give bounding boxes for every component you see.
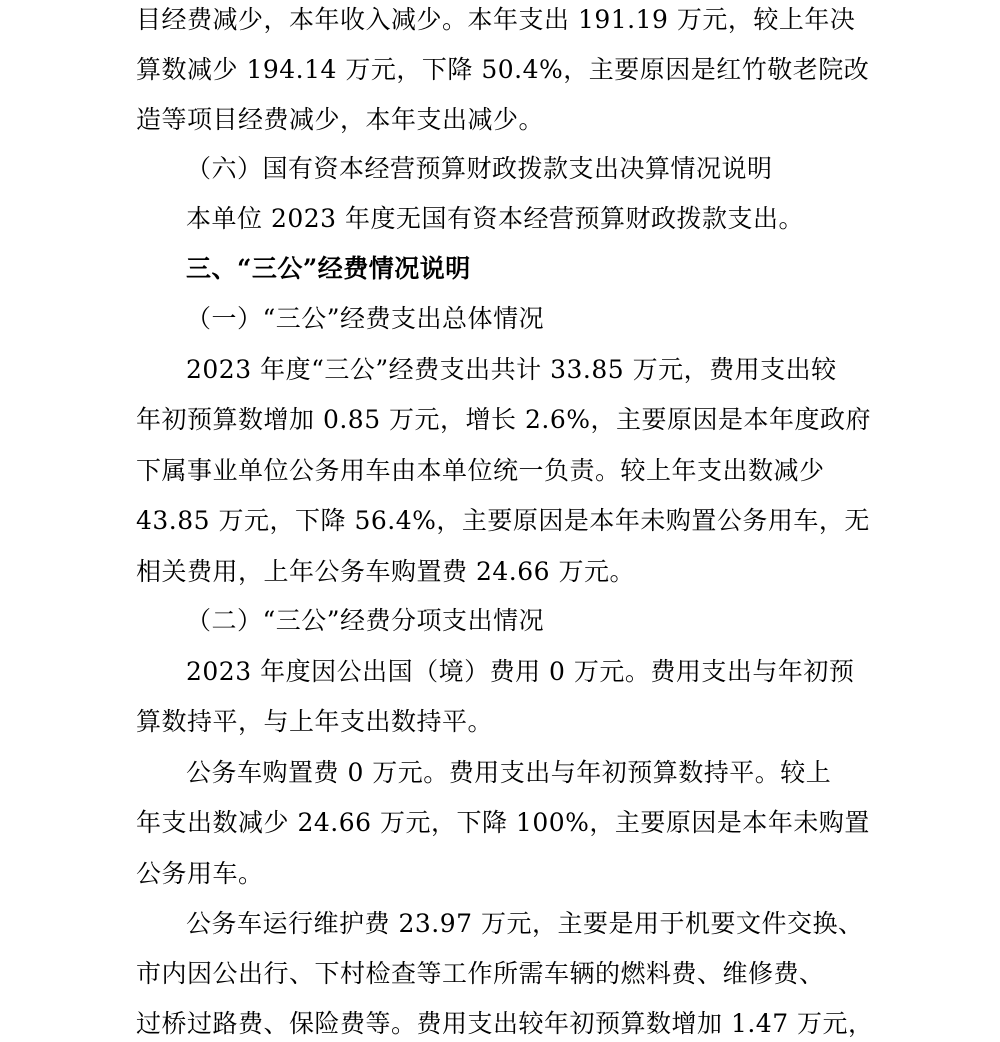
paragraph-line: 年初预算数增加 0.85 万元，增长 2.6%，主要原因是本年度政府 <box>136 405 872 434</box>
section-heading: 三、“三公”经费情况说明 <box>186 254 471 283</box>
paragraph-line: 年支出数减少 24.66 万元，下降 100%，主要原因是本年未购置 <box>136 808 870 837</box>
paragraph-line: 造等项目经费减少，本年支出减少。 <box>136 105 545 134</box>
subsection-heading: （二）“三公”经费分项支出情况 <box>186 606 545 635</box>
paragraph-line: 公务用车。 <box>136 859 264 888</box>
paragraph-line: 算数持平，与上年支出数持平。 <box>136 707 494 736</box>
subsection-heading: （一）“三公”经费支出总体情况 <box>186 304 545 333</box>
paragraph-line: 下属事业单位公务用车由本单位统一负责。较上年支出数减少 <box>136 456 825 485</box>
paragraph-line: 2023 年度“三公”经费支出共计 33.85 万元，费用支出较 <box>186 355 837 384</box>
paragraph-line: 本单位 2023 年度无国有资本经营预算财政拨款支出。 <box>186 204 805 233</box>
paragraph-line: 2023 年度因公出国（境）费用 0 万元。费用支出与年初预 <box>186 657 855 686</box>
paragraph-line: 公务车购置费 0 万元。费用支出与年初预算数持平。较上 <box>186 758 832 787</box>
paragraph-line: 相关费用，上年公务车购置费 24.66 万元。 <box>136 557 635 586</box>
paragraph-line: 算数减少 194.14 万元，下降 50.4%，主要原因是红竹敬老院改 <box>136 55 870 84</box>
paragraph-line: 市内因公出行、下村检查等工作所需车辆的燃料费、维修费、 <box>136 959 825 988</box>
paragraph-line: 过桥过路费、保险费等。费用支出较年初预算数增加 1.47 万元， <box>136 1009 874 1038</box>
section-heading: （六）国有资本经营预算财政拨款支出决算情况说明 <box>186 154 773 183</box>
paragraph-line: 公务车运行维护费 23.97 万元，主要是用于机要文件交换、 <box>186 909 864 938</box>
paragraph-line: 目经费减少，本年收入减少。本年支出 191.19 万元，较上年决 <box>136 5 856 34</box>
paragraph-line: 43.85 万元，下降 56.4%，主要原因是本年未购置公务用车，无 <box>136 506 870 535</box>
